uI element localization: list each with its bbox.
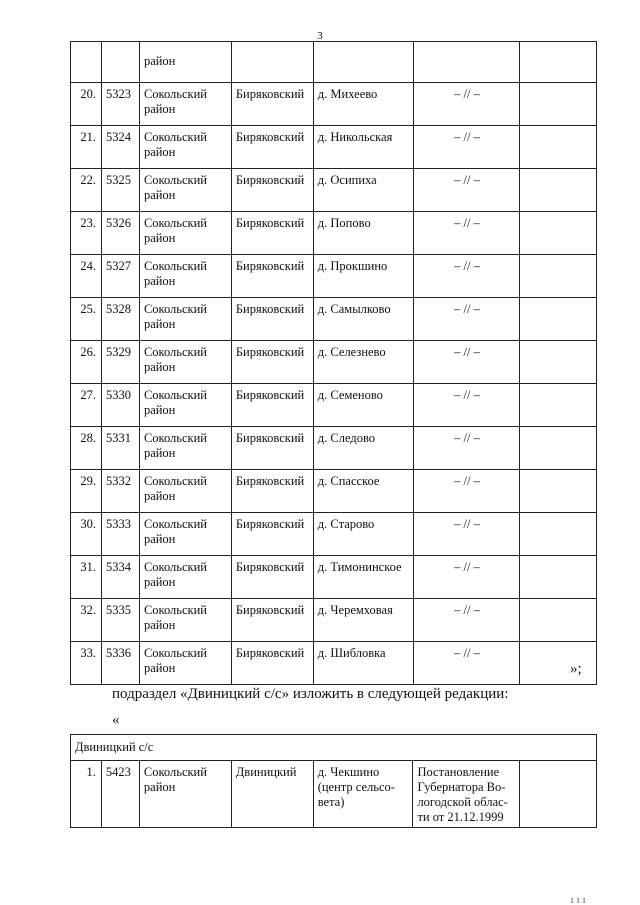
cell-no: 27.	[71, 384, 102, 427]
cell-district: Сокольский район	[139, 169, 231, 212]
table-row	[71, 83, 597, 126]
table-row	[71, 126, 597, 169]
cell-code: 5332	[101, 470, 139, 513]
cell-no: 32.	[71, 599, 102, 642]
dvinitsky-table	[70, 734, 597, 828]
cell-no: 29.	[71, 470, 102, 513]
opening-quote-mark: «	[112, 712, 120, 728]
cell-extra	[520, 513, 597, 556]
cell-district: Сокольский район	[139, 83, 231, 126]
cell-council	[231, 42, 313, 83]
cell-no: 30.	[71, 513, 102, 556]
table-row	[71, 556, 597, 599]
table-row	[71, 599, 597, 642]
cell-council: Биряковский	[231, 599, 313, 642]
section-header: Двиницкий с/с	[71, 735, 597, 761]
cell-settlement: д. Спасское	[313, 470, 413, 513]
cell-extra	[520, 761, 597, 828]
cell-district: Сокольский район	[139, 513, 231, 556]
cell-council: Биряковский	[231, 298, 313, 341]
cell-basis: – // –	[413, 83, 520, 126]
cell-no: 31.	[71, 556, 102, 599]
cell-settlement: д. Селезнево	[313, 341, 413, 384]
cell-no: 25.	[71, 298, 102, 341]
cell-no: 28.	[71, 427, 102, 470]
cell-basis: – // –	[413, 341, 520, 384]
instruction-text: подраздел «Двиницкий с/с» изложить в следующей редакции:	[112, 686, 509, 702]
cell-code: 5335	[101, 599, 139, 642]
cell-no: 1.	[71, 761, 102, 828]
cell-extra	[520, 642, 597, 685]
cell-district: Сокольский район	[139, 126, 231, 169]
cell-code: 5325	[101, 169, 139, 212]
continued-row	[71, 42, 597, 83]
cell-basis: – // –	[413, 470, 520, 513]
cell-council: Биряковский	[231, 513, 313, 556]
cell-code: 5328	[101, 298, 139, 341]
cell-basis: – // –	[413, 599, 520, 642]
cell-district: Сокольский район	[139, 427, 231, 470]
cell-council: Биряковский	[231, 556, 313, 599]
cell-code: 5330	[101, 384, 139, 427]
cell-basis: – // –	[413, 126, 520, 169]
cell-district: Сокольский район	[139, 384, 231, 427]
cell-district: Сокольский район	[139, 341, 231, 384]
cell-settlement: д. Черемховая	[313, 599, 413, 642]
cell-council: Биряковский	[231, 83, 313, 126]
table-row	[71, 169, 597, 212]
cell-no: 24.	[71, 255, 102, 298]
cell-extra	[520, 212, 597, 255]
cell-settlement	[313, 42, 413, 83]
cell-extra	[520, 341, 597, 384]
table-row	[71, 427, 597, 470]
cell-district: Сокольский район	[139, 556, 231, 599]
cell-council: Двиницкий	[231, 761, 313, 828]
settlements-table	[70, 41, 597, 685]
table-row	[71, 761, 597, 828]
cell-district: Сокольский район	[139, 212, 231, 255]
cell-settlement: д. Осипиха	[313, 169, 413, 212]
cell-basis: – // –	[413, 255, 520, 298]
cell-council: Биряковский	[231, 470, 313, 513]
cell-code: 5333	[101, 513, 139, 556]
cell-council: Биряковский	[231, 427, 313, 470]
cell-no	[71, 42, 102, 83]
cell-code: 5334	[101, 556, 139, 599]
table-row	[71, 255, 597, 298]
cell-settlement: д. Прокшино	[313, 255, 413, 298]
cell-extra	[520, 83, 597, 126]
cell-extra	[520, 169, 597, 212]
cell-settlement: д. Шибловка	[313, 642, 413, 685]
cell-code: 5331	[101, 427, 139, 470]
cell-council: Биряковский	[231, 642, 313, 685]
cell-code: 5329	[101, 341, 139, 384]
cell-extra	[520, 298, 597, 341]
cell-settlement: д. Михеево	[313, 83, 413, 126]
cell-code: 5327	[101, 255, 139, 298]
cell-district: Сокольский район	[139, 470, 231, 513]
cell-settlement: д. Чекшино (центр сельсо-вета)	[313, 761, 413, 828]
table-row	[71, 384, 597, 427]
cell-extra	[520, 427, 597, 470]
cell-code: 5324	[101, 126, 139, 169]
cell-basis: – // –	[413, 427, 520, 470]
cell-council: Биряковский	[231, 384, 313, 427]
cell-settlement: д. Самылково	[313, 298, 413, 341]
page-number: 3	[317, 30, 323, 42]
cell-settlement: д. Семеново	[313, 384, 413, 427]
cell-no: 23.	[71, 212, 102, 255]
cell-code	[101, 42, 139, 83]
cell-council: Биряковский	[231, 341, 313, 384]
cell-district: район	[139, 42, 231, 83]
cell-basis: – // –	[413, 513, 520, 556]
cell-district: Сокольский район	[139, 599, 231, 642]
cell-no: 21.	[71, 126, 102, 169]
table-row	[71, 212, 597, 255]
table-row	[71, 642, 597, 685]
table-row	[71, 298, 597, 341]
cell-settlement: д. Следово	[313, 427, 413, 470]
cell-basis: – // –	[413, 169, 520, 212]
cell-code: 5326	[101, 212, 139, 255]
cell-extra	[520, 255, 597, 298]
closing-quote-mark: »;	[570, 661, 582, 677]
cell-basis: – // –	[413, 384, 520, 427]
cell-basis: – // –	[413, 298, 520, 341]
cell-basis: – // –	[413, 642, 520, 685]
table-row	[71, 341, 597, 384]
cell-district: Сокольский район	[139, 255, 231, 298]
cell-basis: Постановление Губернатора Во-логодской облас-ти от 21.12.1999	[413, 761, 520, 828]
cell-extra	[520, 126, 597, 169]
cell-extra	[520, 556, 597, 599]
cell-code: 5423	[101, 761, 139, 828]
cell-extra	[520, 470, 597, 513]
cell-council: Биряковский	[231, 255, 313, 298]
cell-settlement: д. Попово	[313, 212, 413, 255]
cell-no: 33.	[71, 642, 102, 685]
cell-council: Биряковский	[231, 126, 313, 169]
cell-basis	[413, 42, 520, 83]
cell-basis: – // –	[413, 212, 520, 255]
cell-settlement: д. Никольская	[313, 126, 413, 169]
section-header-row	[71, 735, 597, 761]
table-row	[71, 470, 597, 513]
cell-extra	[520, 384, 597, 427]
corner-mark: 1 1 1	[570, 896, 586, 905]
cell-settlement: д. Тимонинское	[313, 556, 413, 599]
cell-basis: – // –	[413, 556, 520, 599]
cell-no: 26.	[71, 341, 102, 384]
cell-extra	[520, 42, 597, 83]
cell-extra	[520, 599, 597, 642]
cell-settlement: д. Старово	[313, 513, 413, 556]
cell-district: Сокольский район	[139, 761, 231, 828]
cell-council: Биряковский	[231, 212, 313, 255]
cell-district: Сокольский район	[139, 642, 231, 685]
cell-no: 20.	[71, 83, 102, 126]
cell-council: Биряковский	[231, 169, 313, 212]
cell-code: 5336	[101, 642, 139, 685]
cell-code: 5323	[101, 83, 139, 126]
table-row	[71, 513, 597, 556]
cell-district: Сокольский район	[139, 298, 231, 341]
cell-no: 22.	[71, 169, 102, 212]
